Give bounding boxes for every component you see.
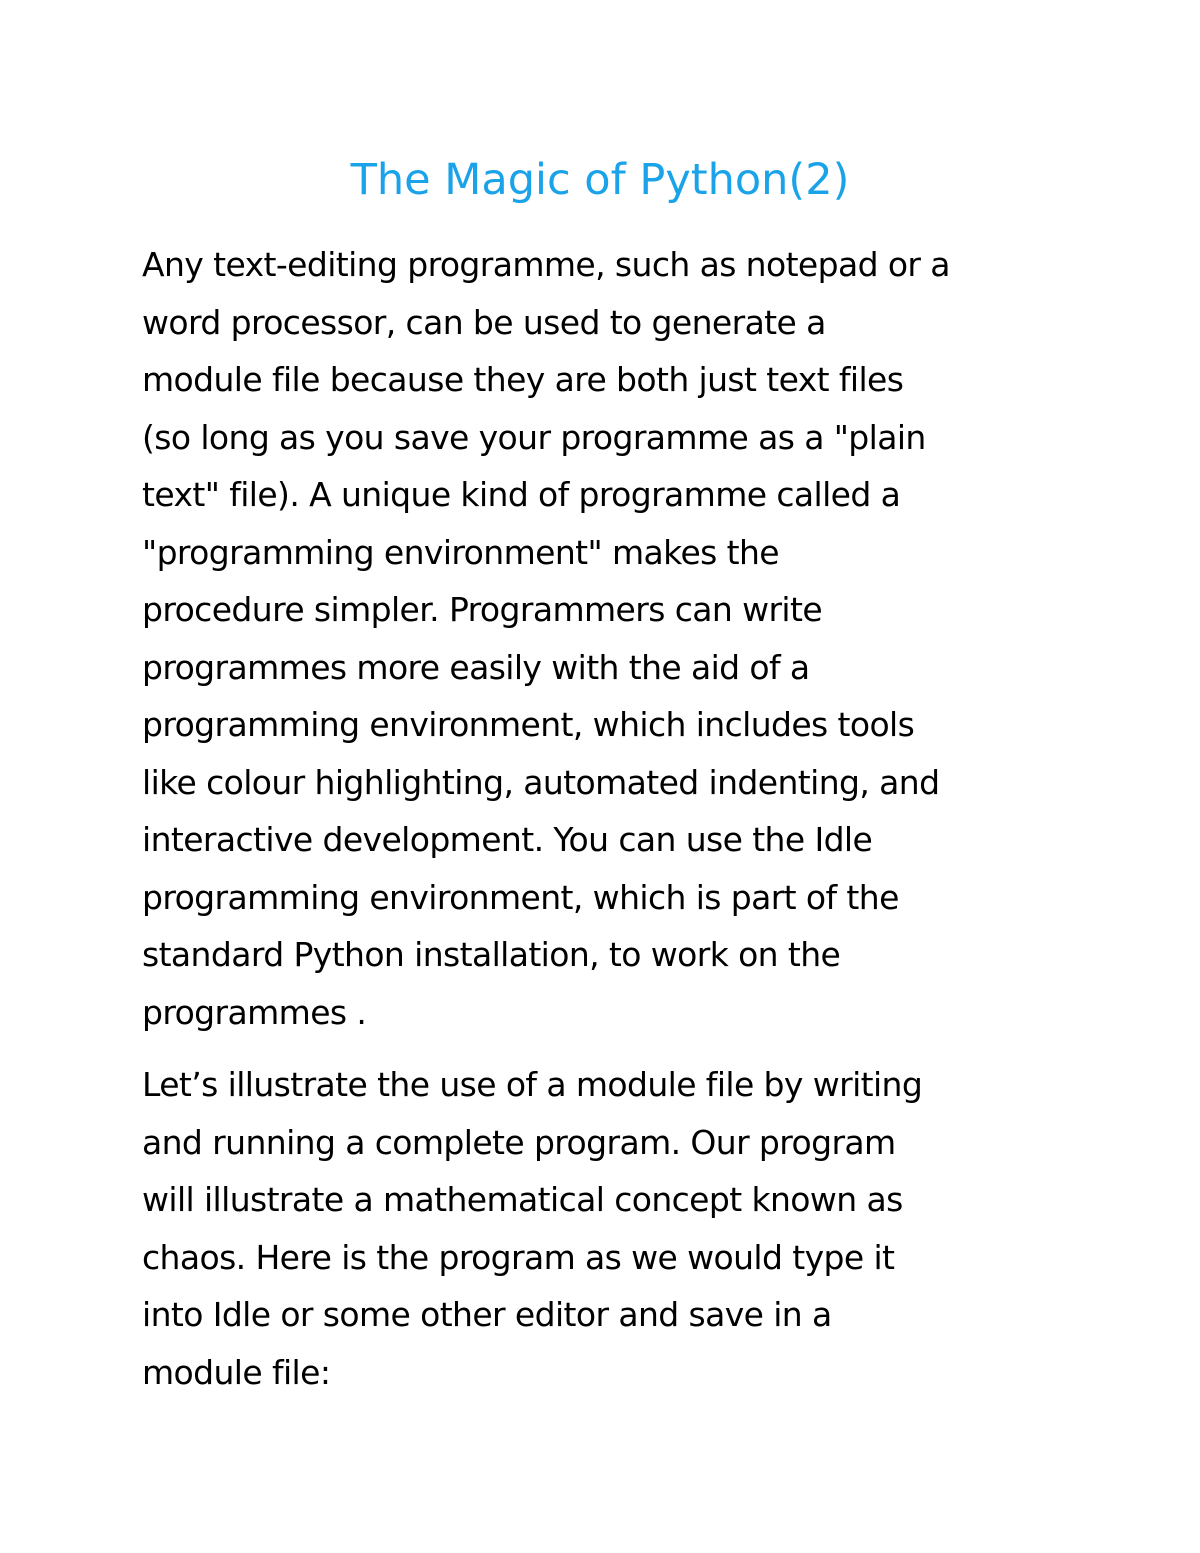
paragraph-2-line-3: will illustrate a mathematical concept known as bbox=[142, 1180, 903, 1219]
paragraph-2-line-2: and running a complete program. Our program bbox=[142, 1123, 896, 1162]
paragraph-1-line-6: "programming environment" makes the bbox=[142, 533, 779, 572]
paragraph-1-line-5: text" file). A unique kind of programme called a bbox=[142, 475, 901, 514]
paragraph-2-line-5: into Idle or some other editor and save in a bbox=[142, 1295, 832, 1334]
paragraph-1-line-10: like colour highlighting, automated indenting, and bbox=[142, 763, 940, 802]
paragraph-1-line-7: procedure simpler. Programmers can write bbox=[142, 590, 823, 629]
paragraph-2-line-1: Let’s illustrate the use of a module file by writing bbox=[142, 1065, 923, 1104]
paragraph-1-line-12: programming environment, which is part of the bbox=[142, 878, 899, 917]
paragraph-1-line-2: word processor, can be used to generate a bbox=[142, 303, 826, 342]
page-title: The Magic of Python(2) bbox=[350, 155, 850, 205]
paragraph-1-line-14: programmes . bbox=[142, 993, 367, 1032]
paragraph-1-line-1: Any text-editing programme, such as notepad or a bbox=[142, 245, 950, 284]
paragraph-1-line-13: standard Python installation, to work on the bbox=[142, 935, 841, 974]
paragraph-1-line-3: module file because they are both just text files bbox=[142, 360, 904, 399]
paragraph-1-line-9: programming environment, which includes tools bbox=[142, 705, 915, 744]
paragraph-2-line-4: chaos. Here is the program as we would type it bbox=[142, 1238, 895, 1277]
paragraph-1-line-4: (so long as you save your programme as a "plain bbox=[142, 418, 926, 457]
paragraph-2-line-6: module file: bbox=[142, 1353, 331, 1392]
paragraph-1-line-11: interactive development. You can use the Idle bbox=[142, 820, 873, 859]
paragraph-1-line-8: programmes more easily with the aid of a bbox=[142, 648, 810, 687]
